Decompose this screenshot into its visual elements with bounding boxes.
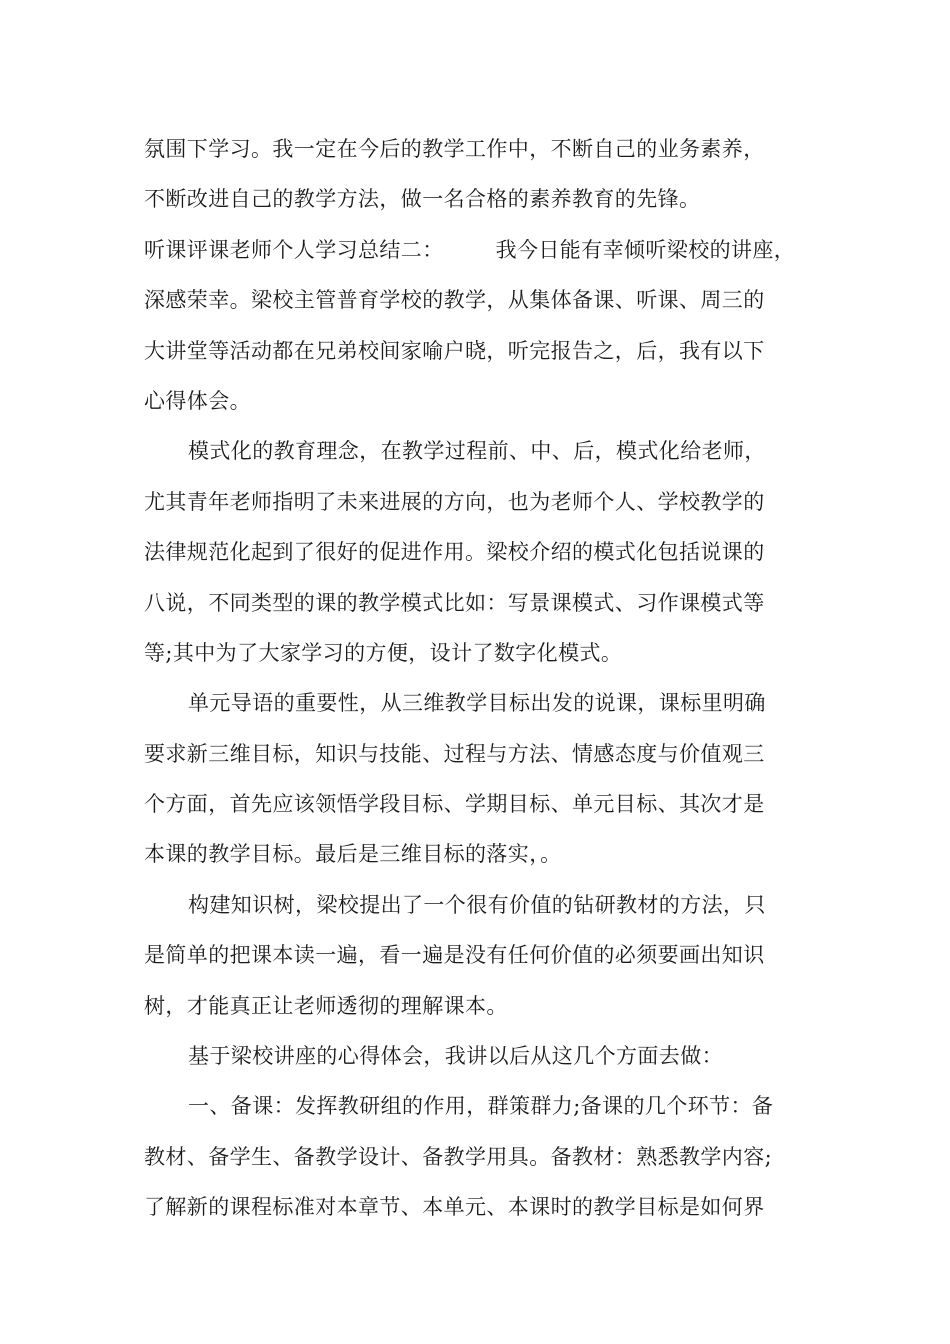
text-line: 树，才能真正让老师透彻的理解课本。 [144, 993, 508, 1018]
text-line: 深感荣幸。梁校主管普育学校的教学，从集体备课、听课、周三的 [144, 288, 765, 313]
text-line [144, 225, 808, 275]
text-line: 构建知识树，梁校提出了一个很有价值的钻研教材的方法，只 [188, 892, 766, 917]
text-line: 法律规范化起到了很好的促进作用。梁校介绍的模式化包括说课的 [144, 540, 765, 565]
text-segment: 我今日能有幸倾听梁校的讲座， [495, 237, 796, 262]
text-line: 要求新三维目标，知识与技能、过程与方法、情感态度与价值观三 [144, 741, 765, 766]
text-line: 是简单的把课本读一遍，看一遍是没有任何价值的必须要画出知识 [144, 943, 765, 968]
text-line: 八说，不同类型的课的教学模式比如：写景课模式、习作课模式等 [144, 590, 765, 615]
text-line: 氛围下学习。我一定在今后的教学工作中，不断自己的业务素养， [144, 137, 765, 161]
text-line: 尤其青年老师指明了未来进展的方向，也为老师个人、学校教学的 [144, 489, 765, 514]
text-line: 大讲堂等活动都在兄弟校间家喻户晓，听完报告之，后，我有以下 [144, 338, 765, 363]
document-body [144, 124, 808, 1233]
text-line: 教材、备学生、备教学设计、备教学用具。备教材：熟悉教学内容; [144, 1144, 773, 1169]
text-line: 本课的教学目标。最后是三维目标的落实，。 [144, 842, 562, 867]
text-line: 个方面，首先应该领悟学段目标、学期目标、单元目标、其次才是 [144, 792, 765, 817]
text-line: 基于梁校讲座的心得体会，我讲以后从这几个方面去做： [188, 1044, 723, 1069]
text-line: 不断改进自己的教学方法，做一名合格的素养教育的先锋。 [144, 187, 701, 212]
text-line: 一、备课：发挥教研组的作用，群策群力;备课的几个环节：备 [188, 1094, 774, 1119]
text-line: 心得体会。 [144, 388, 251, 413]
text-line: 等;其中为了大家学习的方便，设计了数字化模式。 [144, 640, 623, 665]
text-line: 了解新的课程标准对本章节、本单元、本课时的教学目标是如何界 [144, 1195, 765, 1220]
text-line: 模式化的教育理念，在教学过程前、中、后，模式化给老师， [188, 439, 766, 464]
text-line: 单元导语的重要性，从三维教学目标出发的说课，课标里明确 [188, 691, 766, 716]
section-heading: 听课评课老师个人学习总结二： [144, 237, 444, 262]
